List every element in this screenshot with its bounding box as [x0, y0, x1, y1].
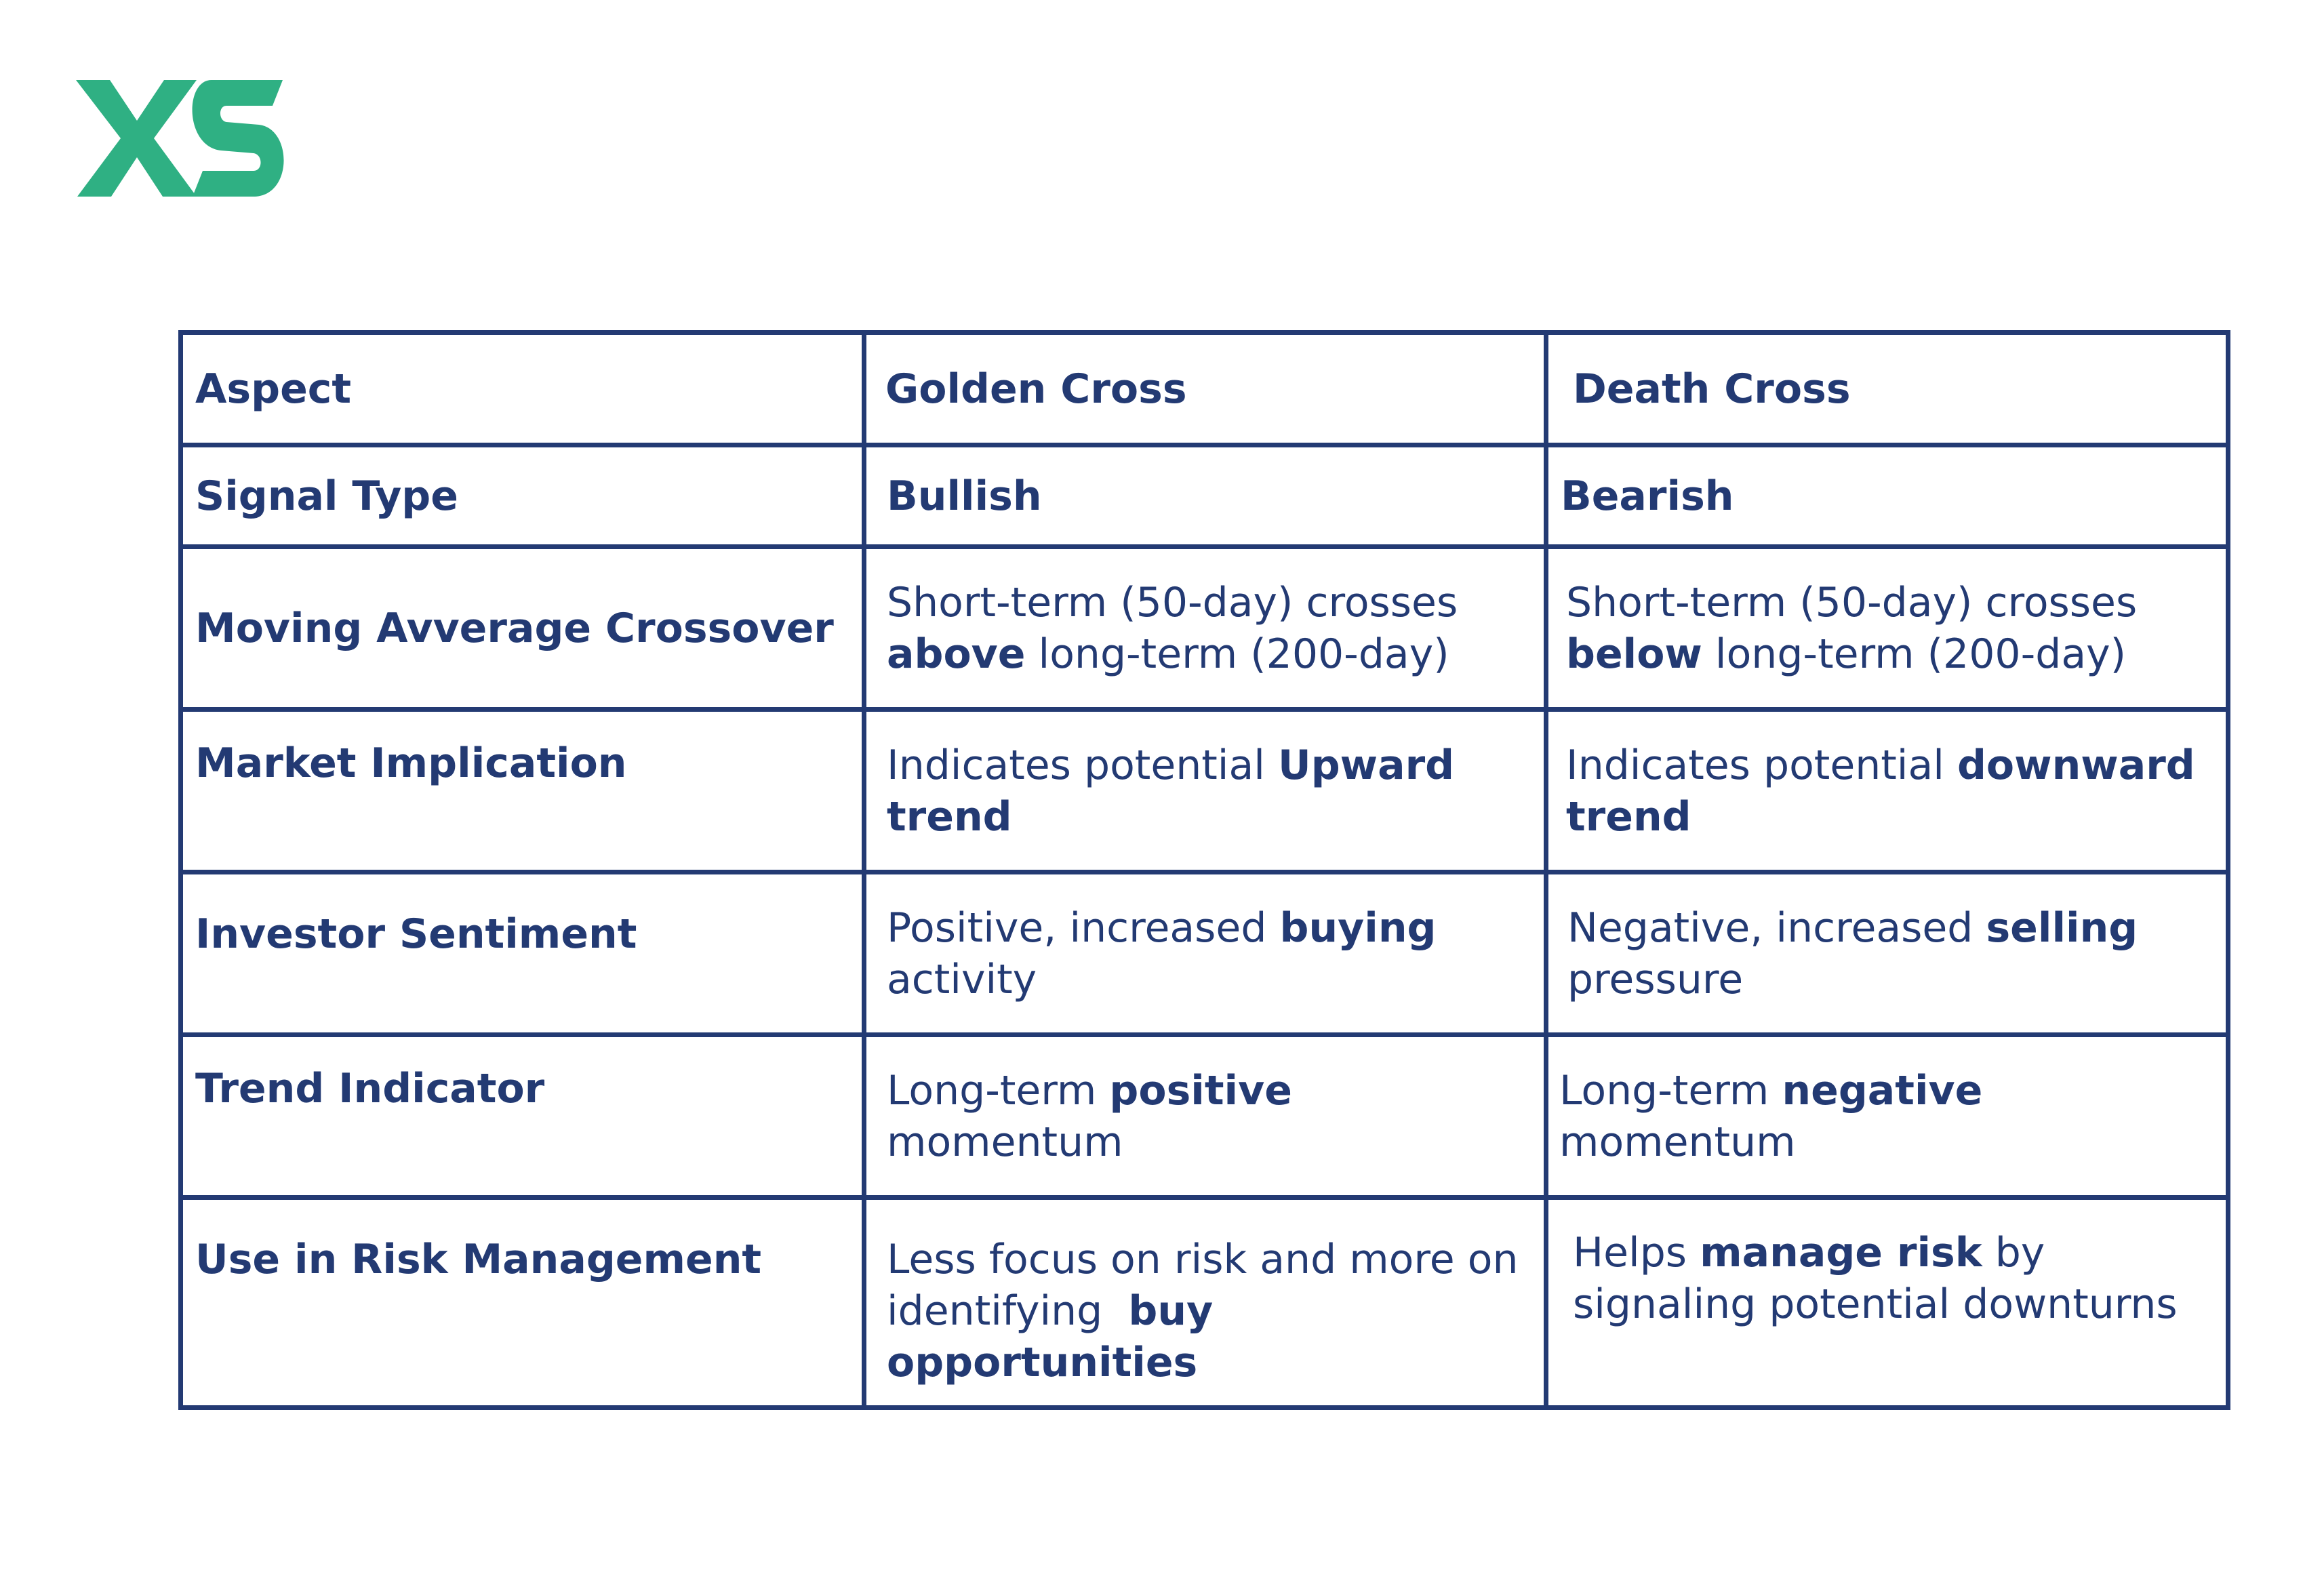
death-pre: Negative, increased	[1567, 904, 1986, 952]
death-pre: Short-term (50-day) crosses	[1566, 578, 2138, 626]
golden-bold: positive	[1109, 1066, 1292, 1114]
golden-bold: above	[887, 630, 1026, 678]
header-aspect: Aspect	[181, 333, 864, 445]
header-death-cross: Death Cross	[1546, 333, 2228, 445]
death-cell	[1546, 1035, 2228, 1198]
death-bold: negative	[1782, 1066, 1983, 1114]
table-row	[181, 710, 2228, 872]
row-label: Moving Avverage Crossover	[181, 547, 864, 710]
row-label: Investor Sentiment	[181, 872, 864, 1035]
death-cell	[1546, 710, 2228, 872]
comparison-table	[178, 330, 2230, 1410]
death-bold: manage risk	[1700, 1229, 1982, 1276]
golden-post: momentum	[887, 1118, 1123, 1166]
death-pre: Long-term	[1559, 1066, 1782, 1114]
death-post: long-term (200-day)	[1702, 630, 2126, 678]
golden-cell	[864, 547, 1546, 710]
death-pre: Indicates potential	[1566, 741, 1957, 789]
death-post: pressure	[1567, 955, 1744, 1003]
golden-post: long-term (200-day)	[1025, 630, 1449, 678]
table-row	[181, 445, 2228, 547]
golden-bold: buy opportunities	[887, 1287, 1214, 1386]
golden-pre: Long-term	[887, 1066, 1110, 1114]
golden-pre: Short-term (50-day) crosses	[887, 578, 1458, 626]
death-pre: Helps	[1573, 1229, 1700, 1276]
xs-logo	[76, 80, 286, 197]
table-row	[181, 872, 2228, 1035]
golden-cell	[864, 1198, 1546, 1408]
table-row	[181, 547, 2228, 710]
golden-bold: Upward trend	[887, 741, 1455, 841]
header-golden-cross: Golden Cross	[864, 333, 1546, 445]
golden-cell	[864, 1035, 1546, 1198]
golden-post: activity	[887, 955, 1037, 1003]
death-cell	[1546, 1198, 2228, 1408]
golden-pre: Less focus on risk and more on identifying	[887, 1236, 1531, 1335]
death-post: by signaling potential downturns	[1573, 1229, 2178, 1328]
golden-pre: Positive, increased	[887, 904, 1280, 952]
row-label: Market Implication	[181, 710, 864, 872]
death-bold: Bearish	[1561, 472, 1734, 520]
golden-bold: Bullish	[887, 472, 1042, 520]
row-label: Trend Indicator	[181, 1035, 864, 1198]
table-row	[181, 1035, 2228, 1198]
table-row	[181, 1198, 2228, 1408]
golden-cell	[864, 710, 1546, 872]
death-bold: downward trend	[1566, 741, 2195, 841]
row-label: Use in Risk Management	[181, 1198, 864, 1408]
death-bold: below	[1566, 630, 1702, 678]
death-cell	[1546, 445, 2228, 547]
golden-pre: Indicates potential	[887, 741, 1278, 789]
table-header-row	[181, 333, 2228, 445]
death-cell	[1546, 547, 2228, 710]
golden-cell	[864, 872, 1546, 1035]
golden-cell	[864, 445, 1546, 547]
row-label: Signal Type	[181, 445, 864, 547]
death-post: momentum	[1559, 1118, 1796, 1166]
golden-bold: buying	[1279, 904, 1437, 952]
death-bold: selling	[1986, 904, 2138, 952]
death-cell	[1546, 872, 2228, 1035]
